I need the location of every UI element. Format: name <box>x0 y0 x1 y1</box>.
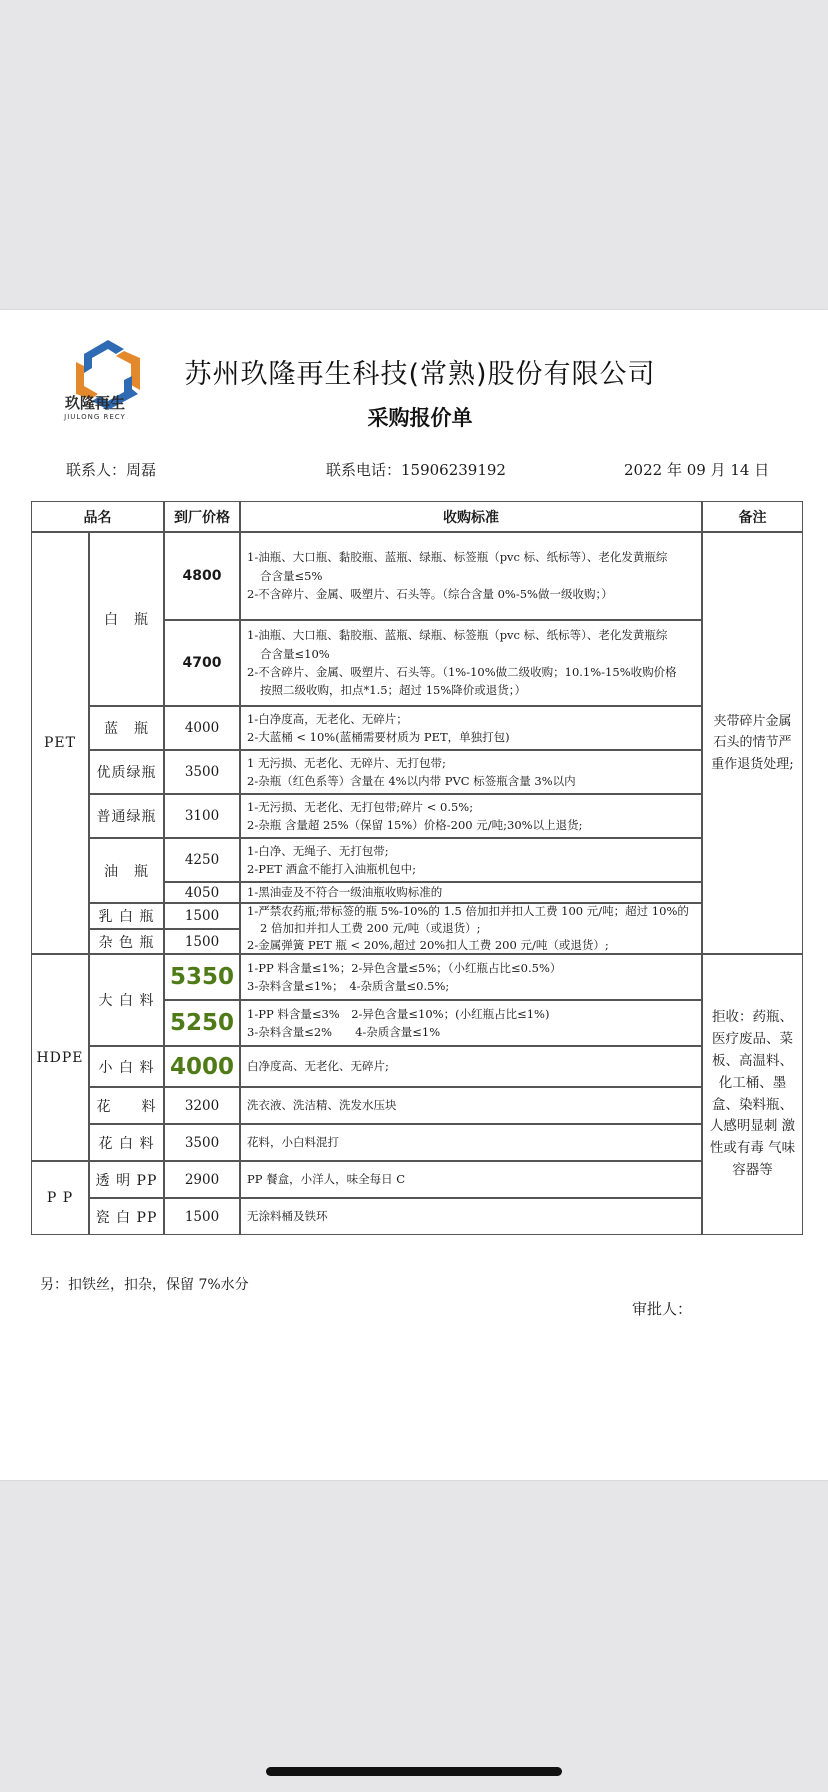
item-hua-bai-liao: 花 白 料 <box>89 1124 164 1161</box>
item-ci-bai-pp: 瓷 白 PP <box>89 1198 164 1235</box>
contact-person: 联系人：周磊 <box>66 461 157 479</box>
price-hua-bai-liao: 3500 <box>164 1124 240 1161</box>
standard-hua-bai-liao: 花料，小白料混打 <box>240 1124 702 1161</box>
header-remark: 备注 <box>702 501 803 532</box>
standard-hua-liao: 洗衣液、洗洁精、洗发水压块 <box>240 1087 702 1124</box>
item-ru-bai-ping: 乳 白 瓶 <box>89 903 164 929</box>
remark-line: 气味容器等 <box>732 1140 796 1179</box>
remark-hdpe-pp <box>702 954 803 1235</box>
standard-line: 2-杂瓶（红色系等）含量在 4%以内带 PVC 标签瓶含量 3%以内 <box>247 774 576 788</box>
document-subtitle: 采购报价单 <box>367 406 473 430</box>
remark-pet <box>702 532 803 954</box>
item-putong-lvping: 普通绿瓶 <box>89 794 164 838</box>
price-putong-lvping: 3100 <box>164 794 240 838</box>
price-you-ping-1: 4250 <box>164 838 240 882</box>
item-touming-pp: 透 明 PP <box>89 1161 164 1198</box>
category-hdpe: HDPE <box>31 954 89 1161</box>
remark-line: 板、高温料、 <box>712 1052 793 1069</box>
price-touming-pp: 2900 <box>164 1161 240 1198</box>
quote-date: 2022 年 09 月 14 日 <box>624 461 770 479</box>
standard-xiao-bai-liao: 白净度高、无老化、无碎片; <box>240 1046 702 1087</box>
standard-line: 1-白净度高，无老化、无碎片； <box>247 711 408 726</box>
logo-english-name: JIULONG RECY <box>64 413 126 421</box>
contact-phone: 联系电话：15906239192 <box>326 461 506 479</box>
standard-da-bai-liao-2 <box>240 1000 702 1046</box>
item-za-se-ping: 杂 色 瓶 <box>89 929 164 954</box>
standard-ci-bai-pp: 无涂料桶及铁环 <box>240 1198 702 1235</box>
standard-line: 1-黑油壶及不符合一级油瓶收购标准的 <box>247 885 443 900</box>
remark-line: 人感明显刺 <box>709 1118 778 1135</box>
standard-ru-za-ping <box>240 903 702 954</box>
footer-note: 另：扣铁丝，扣杂，保留 7%水分 <box>40 1277 249 1293</box>
standard-line: 1-PP 料含量≤3% 2-异色含量≤10%；(小红瓶占比≤1%) <box>247 1006 550 1021</box>
item-youzhi-lvping: 优质绿瓶 <box>89 750 164 794</box>
remark-line: 石头的情节严 <box>713 735 792 751</box>
standard-line: 1-油瓶、大口瓶、黏胶瓶、蓝瓶、绿瓶、标签瓶（pvc 标、纸标等）、老化发黄瓶综 <box>247 628 668 643</box>
price-lan-ping: 4000 <box>164 706 240 750</box>
price-da-bai-liao-2: 5250 <box>164 1000 240 1046</box>
standard-line: 2 倍加扣并扣人工费 200 元/吨（或退货）; <box>260 920 481 935</box>
price-bai-ping-grade1: 4800 <box>164 532 240 620</box>
header-price: 到厂价格 <box>164 501 240 532</box>
item-bai-ping: 白 瓶 <box>89 532 164 706</box>
item-xiao-bai-liao: 小 白 料 <box>89 1046 164 1087</box>
category-pp: P P <box>31 1161 89 1235</box>
standard-line: 按照二级收购，扣点*1.5；超过 15%降价或退货；） <box>260 683 527 698</box>
standard-line: 2-不含碎片、金属、吸塑片、石头等。（1%-10%做二级收购；10.1%-15%收购价格 <box>247 665 677 679</box>
item-lan-ping: 蓝 瓶 <box>89 706 164 750</box>
standard-line: 2-不含碎片、金属、吸塑片、石头等。（综合含量 0%-5%做一级收购；） <box>247 587 613 602</box>
standard-line: 2-金属弹簧 PET 瓶 < 20%,超过 20%扣人工费 200 元/吨（或退货）; <box>247 938 609 953</box>
standard-touming-pp: PP 餐盒，小洋人，味全每日 C <box>240 1161 702 1198</box>
price-ru-bai-ping: 1500 <box>164 903 240 929</box>
remark-line: 激性或有毒 <box>709 1118 796 1157</box>
company-title: 苏州玖隆再生科技(常熟)股份有限公司 <box>184 359 656 390</box>
price-hua-liao: 3200 <box>164 1087 240 1124</box>
standard-youzhi-lvping <box>240 750 702 794</box>
approver-label: 审批人： <box>632 1300 693 1318</box>
standard-line: 2-大蓝桶 < 10%(蓝桶需要材质为 PET，单独打包) <box>247 730 510 744</box>
logo-chinese-name: 玖隆再生 <box>64 394 125 412</box>
header-name: 品名 <box>31 501 164 532</box>
price-bai-ping-grade2: 4700 <box>164 620 240 706</box>
standard-bai-ping-grade1 <box>240 532 702 620</box>
price-xiao-bai-liao: 4000 <box>164 1046 240 1087</box>
remark-line: 拒收：药瓶、 <box>712 1009 793 1026</box>
price-you-ping-2: 4050 <box>164 882 240 903</box>
home-indicator-bar[interactable] <box>266 1767 562 1776</box>
standard-line: 合含量≤10% <box>260 646 330 661</box>
standard-bai-ping-grade2 <box>240 620 702 706</box>
standard-line: 1-白净、无绳子、无打包带; <box>247 843 389 858</box>
standard-lan-ping <box>240 706 702 750</box>
standard-you-ping-2 <box>240 882 702 903</box>
price-za-se-ping: 1500 <box>164 929 240 954</box>
standard-line: 合含量≤5% <box>260 568 323 583</box>
remark-line: 医疗废品、菜 <box>712 1030 793 1047</box>
standard-line: 3-杂料含量≤2% 4-杂质含量≤1% <box>247 1025 441 1039</box>
item-you-ping: 油 瓶 <box>89 838 164 903</box>
standard-da-bai-liao-1 <box>240 954 702 1000</box>
standard-line: 3-杂料含量≤1%； 4-杂质含量≤0.5%; <box>247 979 450 993</box>
category-pet: PET <box>31 532 89 954</box>
remark-line: 重作退货处理; <box>711 756 794 772</box>
price-youzhi-lvping: 3500 <box>164 750 240 794</box>
remark-line: 夹带碎片金属 <box>713 713 792 729</box>
standard-you-ping-1 <box>240 838 702 882</box>
standard-line: 1 无污损、无老化、无碎片、无打包带; <box>247 755 446 770</box>
price-da-bai-liao-1: 5350 <box>164 954 240 1000</box>
standard-line: 2-PET 酒盒不能打入油瓶机包中; <box>247 862 417 876</box>
remark-line: 盒、染料瓶、 <box>712 1096 793 1113</box>
standard-line: 2-杂瓶 含量超 25%（保留 15%）价格-200 元/吨;30%以上退货; <box>247 818 583 832</box>
header-standard: 收购标准 <box>240 501 702 532</box>
standard-line: 1-油瓶、大口瓶、黏胶瓶、蓝瓶、绿瓶、标签瓶（pvc 标、纸标等）、老化发黄瓶综 <box>247 550 668 565</box>
standard-putong-lvping <box>240 794 702 838</box>
quotation-sheet <box>0 310 828 1480</box>
standard-line: 1-PP 料含量≤1%；2-异色含量≤5%；（小红瓶占比≤0.5%） <box>247 960 562 975</box>
remark-line: 化工桶、墨 <box>718 1074 787 1091</box>
item-hua-liao: 花 料 <box>89 1087 164 1124</box>
standard-line: 1-严禁农药瓶;带标签的瓶 5%-10%的 1.5 倍加扣并扣人工费 100 元/吨；超过 10%的 <box>247 903 689 918</box>
price-ci-bai-pp: 1500 <box>164 1198 240 1235</box>
item-da-bai-liao: 大 白 料 <box>89 954 164 1046</box>
standard-line: 1-无污损、无老化、无打包带;碎片 < 0.5%; <box>247 799 474 814</box>
